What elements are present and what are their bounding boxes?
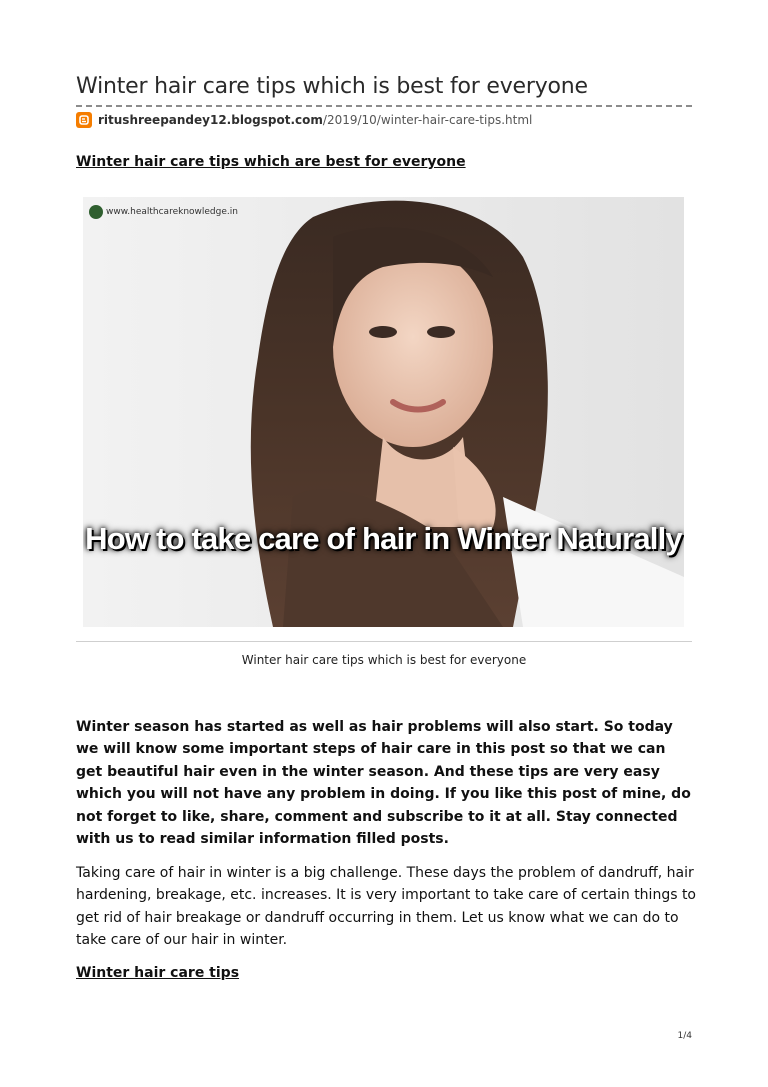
intro-paragraph: Winter season has started as well as hair problems will also start. So today we will know some important steps of hair care in this post so that we can get beautiful hair even in the winter season. And these tips are very easy which you will not have any problem in doing. If you like this post of mine, do not forget to like, share, comment and subscribe to it at all. Stay connected with us to read similar information filled posts.	[76, 719, 691, 848]
post-heading[interactable]: Winter hair care tips which are best for everyone	[76, 154, 466, 170]
image-overlay-text: How to take care of hair in Winter Naturally	[85, 521, 682, 556]
figure-caption: Winter hair care tips which is best for everyone	[241, 653, 527, 667]
hero-photo	[83, 197, 684, 627]
source-line	[76, 111, 532, 129]
blogger-icon	[76, 112, 92, 128]
source-path[interactable]: /2019/10/winter-hair-care-tips.html	[322, 113, 533, 127]
source-domain[interactable]: ritushreepandey12.blogspot.com	[98, 113, 323, 127]
section-heading[interactable]: Winter hair care tips	[76, 965, 240, 981]
page-number: 1/4	[677, 1031, 692, 1041]
source-url[interactable]	[98, 113, 532, 127]
watermark-text: www.healthcareknowledge.in	[106, 207, 238, 217]
watermark-logo-icon	[89, 205, 103, 219]
title-divider	[76, 105, 692, 107]
figure-divider	[76, 641, 692, 642]
image-watermark	[89, 205, 238, 219]
page-title: Winter hair care tips which is best for everyone	[76, 74, 588, 99]
hero-image	[83, 197, 684, 627]
body-paragraph: Taking care of hair in winter is a big challenge. These days the problem of dandruff, hair hardening, breakage, etc. increases. It is very important to take care of certain things to get rid of hair breakage or dandruff occurring in them. Let us know what we can do to take care of our hair in winter.	[76, 865, 696, 949]
